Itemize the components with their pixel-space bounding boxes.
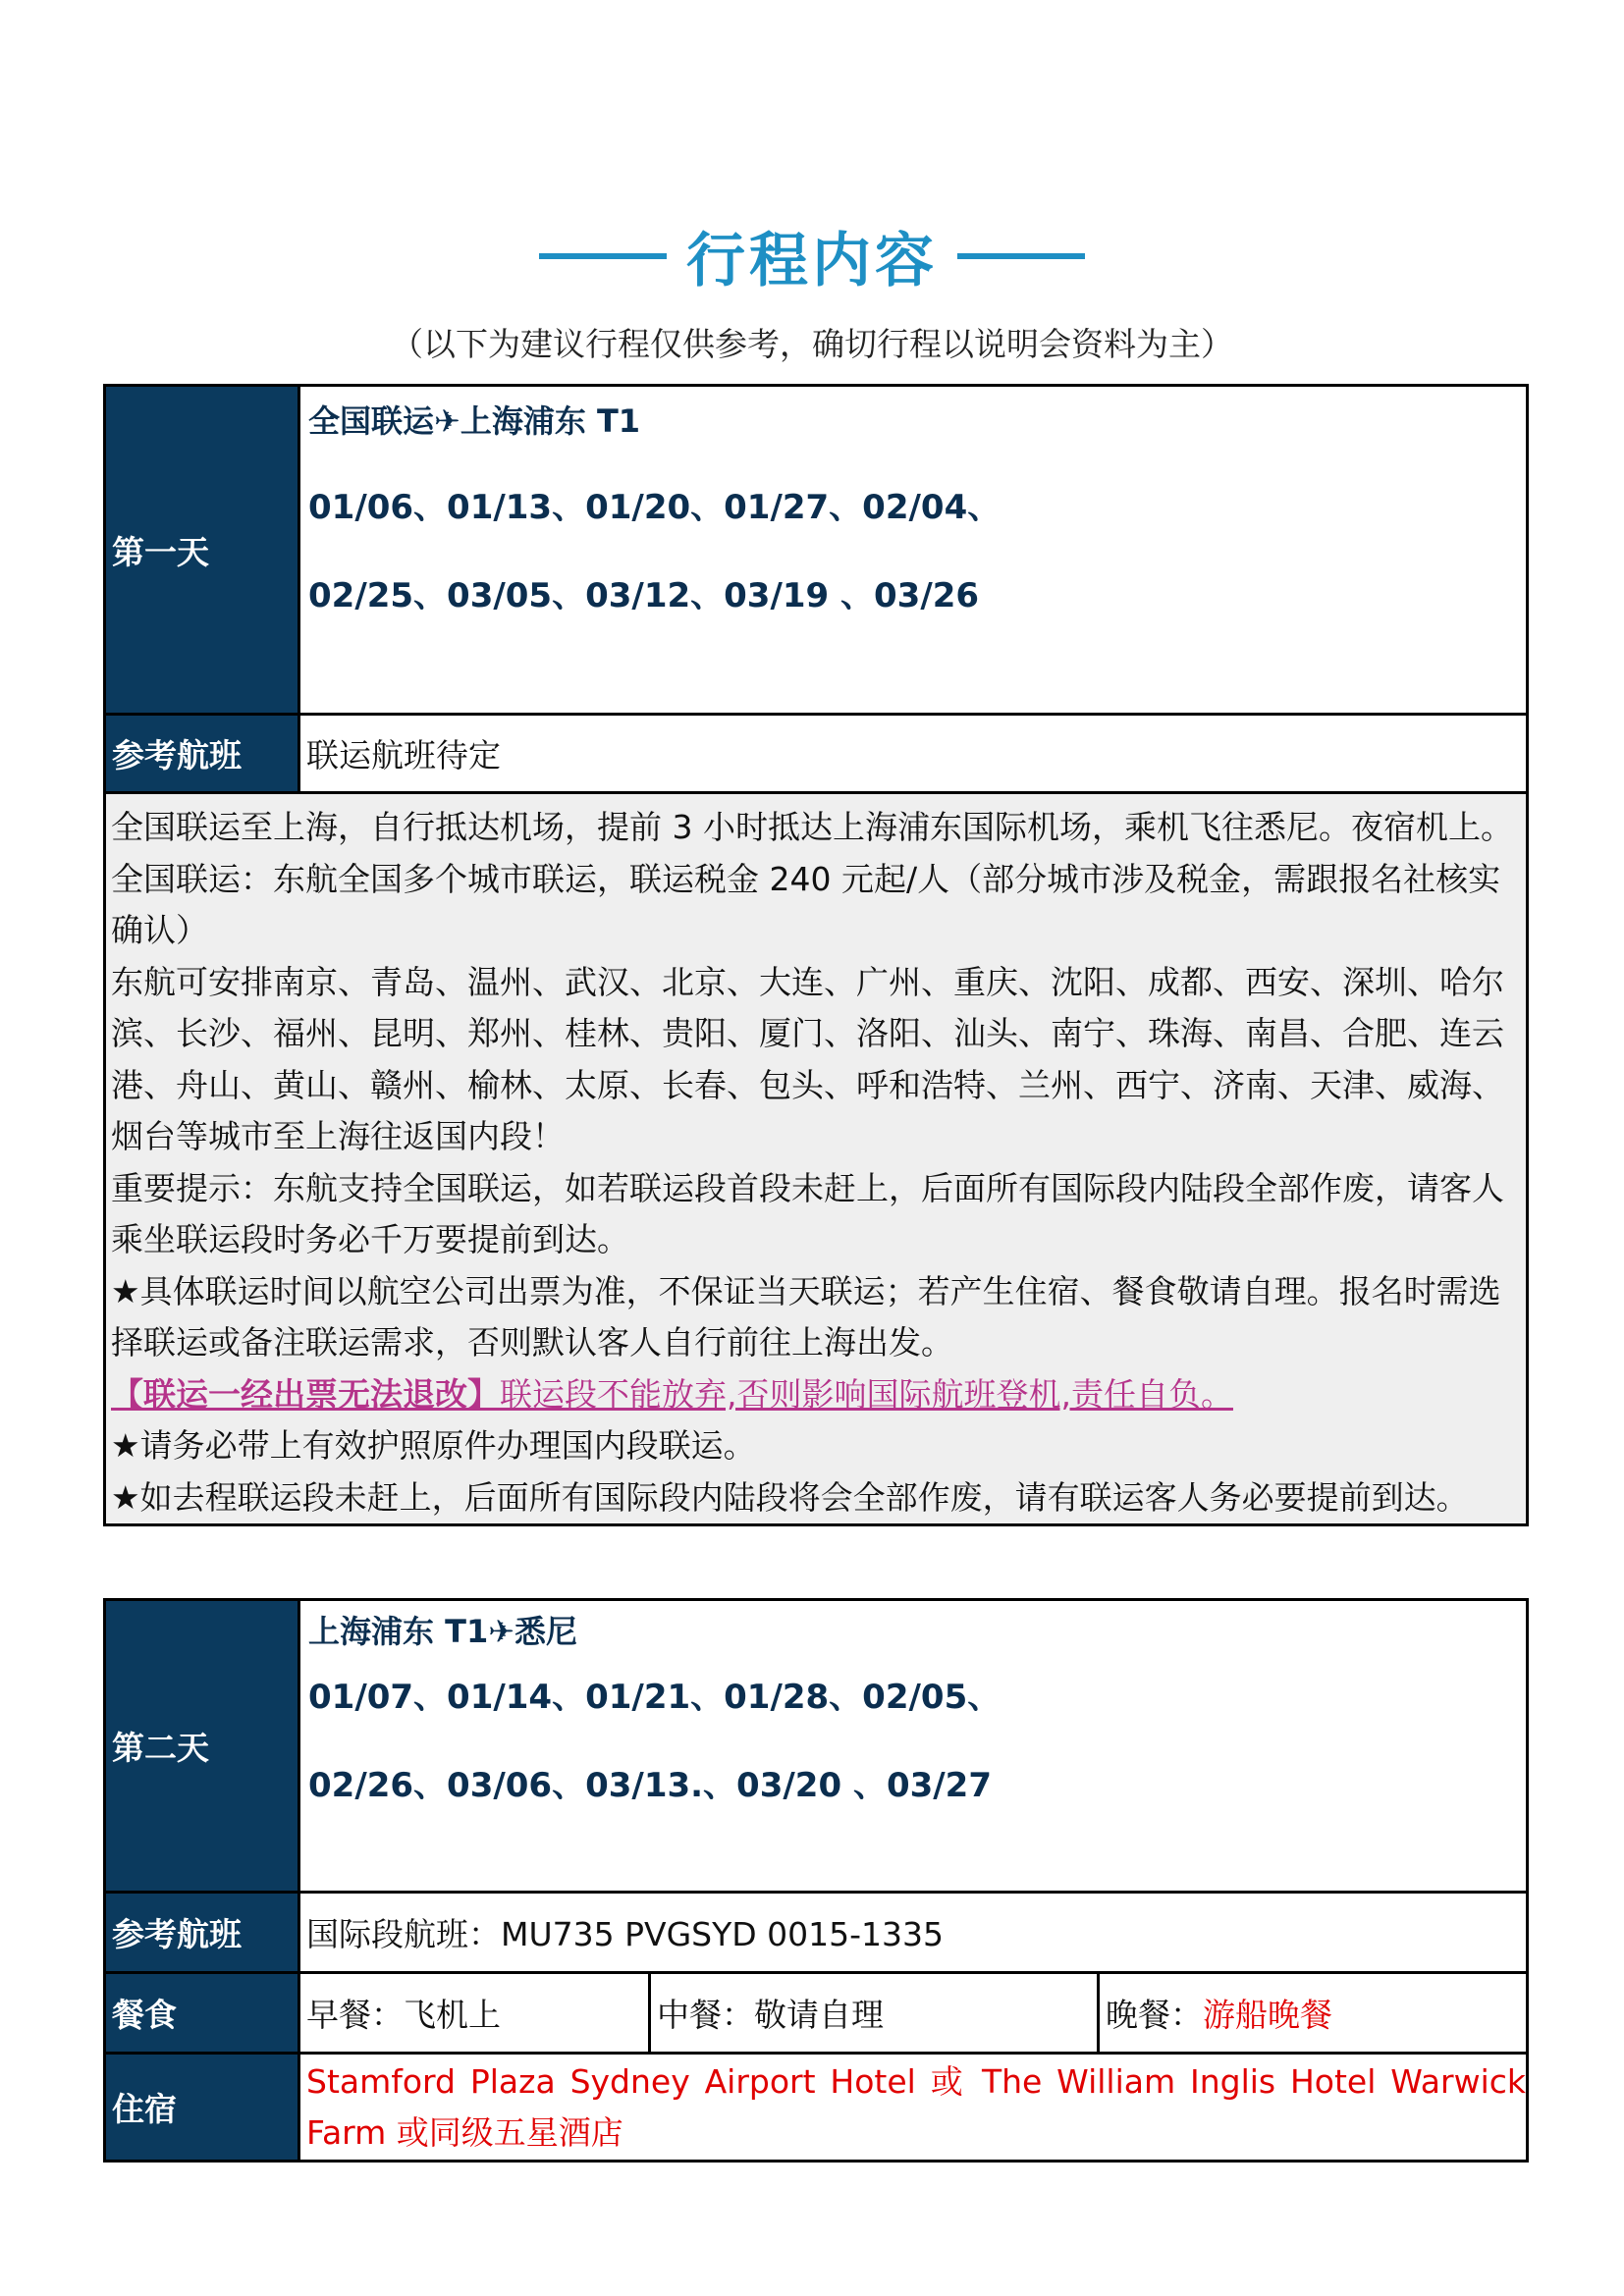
day1-label: 第一天 xyxy=(105,386,299,715)
day1-route: 全国联运✈上海浦东 T1 xyxy=(308,402,641,440)
day2-header-cell xyxy=(299,1600,1528,1893)
day2-flight-value: 国际段航班：MU735 PVGSYD 0015-1335 xyxy=(299,1893,1528,1973)
day1-dates-line1: 01/06、01/13、01/20、01/27、02/04、 xyxy=(308,488,1001,527)
dinner-cell xyxy=(1099,1973,1528,2054)
breakfast-cell: 早餐：飞机上 xyxy=(299,1973,650,2054)
page-subtitle: （以下为建议行程仅供参考，确切行程以说明会资料为主） xyxy=(391,325,1233,363)
day2-meal-label: 餐食 xyxy=(105,1973,299,2054)
day2-hotel-value: Stamford Plaza Sydney Airport Hotel 或 The William Inglis Hotel Warwick Farm 或同级五星酒店 xyxy=(299,2054,1528,2162)
title-line-left xyxy=(539,253,667,259)
day1-warning xyxy=(111,1369,1518,1421)
day1-flight-label: 参考航班 xyxy=(105,715,299,793)
dinner-value: 游船晚餐 xyxy=(1203,1996,1332,2034)
day2-dates-line1: 01/07、01/14、01/21、01/28、02/05、 xyxy=(308,1678,1001,1717)
day1-flight-value: 联运航班待定 xyxy=(299,715,1528,793)
day2-table xyxy=(103,1598,1529,2163)
day1-note: ★如去程联运段未赶上，后面所有国际段内陆段将会全部作废，请有联运客人务必要提前到达。 xyxy=(111,1477,1469,1517)
dinner-prefix: 晚餐： xyxy=(1106,1996,1203,2034)
page-title: 行程内容 xyxy=(686,227,938,295)
day1-table xyxy=(103,384,1529,1526)
lunch-cell: 中餐：敬请自理 xyxy=(650,1973,1099,2054)
day1-warning-bold: 【联运一经出票无法退改】 xyxy=(111,1374,500,1414)
day1-header-cell xyxy=(299,386,1528,715)
day2-route: 上海浦东 T1✈悉尼 xyxy=(308,1613,578,1650)
day1-note: 全国联运至上海，自行抵达机场，提前 3 小时抵达上海浦东国际机场，乘机飞往悉尼。夜宿机上。 xyxy=(111,808,1513,846)
day1-note: 重要提示：东航支持全国联运，如若联运段首段未赶上，后面所有国际段内陆段全部作废，请客人乘坐联运段时务必千万要提前到达。 xyxy=(111,1168,1504,1258)
day1-notes xyxy=(105,793,1528,1525)
day1-note: 全国联运：东航全国多个城市联运，联运税金 240 元起/人（部分城市涉及税金，需跟报名社核实确认） xyxy=(111,859,1501,949)
title-block xyxy=(0,214,1624,298)
day2-dates-line2: 02/26、03/06、03/13.、03/20 、03/27 xyxy=(308,1766,992,1805)
day2-label: 第二天 xyxy=(105,1600,299,1893)
day1-note: ★具体联运时间以航空公司出票为准，不保证当天联运；若产生住宿、餐食敬请自理。报名时需选择联运或备注联运需求，否则默认客人自行前往上海出发。 xyxy=(111,1271,1501,1362)
title-line-right xyxy=(957,253,1085,259)
day2-hotel-label: 住宿 xyxy=(105,2054,299,2162)
day1-note: ★请务必带上有效护照原件办理国内段联运。 xyxy=(111,1426,756,1465)
day1-warning-text: 联运段不能放弃,否则影响国际航班登机,责任自负。 xyxy=(500,1374,1233,1414)
day1-dates-line2: 02/25、03/05、03/12、03/19 、03/26 xyxy=(308,576,980,615)
day1-note: 东航可安排南京、青岛、温州、武汉、北京、大连、广州、重庆、沈阳、成都、西安、深圳、哈尔滨、长沙、福州、昆明、郑州、桂林、贵阳、厦门、洛阳、汕头、南宁、珠海、南昌、合肥、连云港、舟山、黄山、赣州、榆林、太原、长春、包头、呼和浩特、兰州、西宁、济南、天津、威海、烟台等城市至上海往返国内段！ xyxy=(111,962,1504,1155)
day2-flight-label: 参考航班 xyxy=(105,1893,299,1973)
